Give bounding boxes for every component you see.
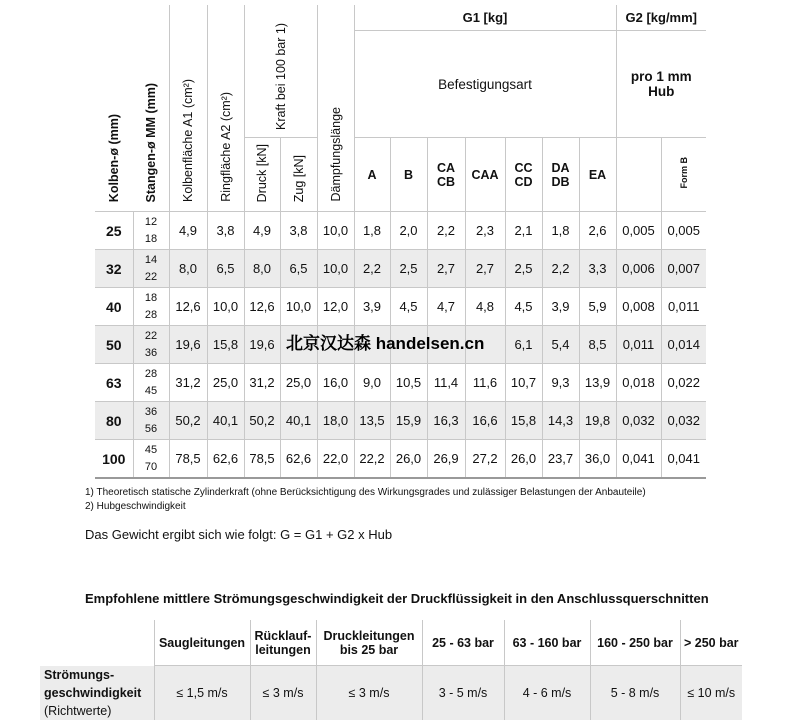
push-cell: 8,0 [244, 250, 280, 288]
col-ring-area-header: Ringfläche A2 (cm²) [207, 5, 244, 212]
cushion-cell: 18,0 [317, 402, 354, 440]
g2-col-standard [616, 138, 661, 212]
ring-area-cell: 25,0 [207, 364, 244, 402]
push-cell: 19,6 [244, 326, 280, 364]
force-group-header: Kraft bei 100 bar 1) [244, 5, 317, 138]
piston-area-cell: 19,6 [169, 326, 207, 364]
mount-col-a: A [354, 138, 390, 212]
mount-a-cell: 22,2 [354, 440, 390, 479]
bore-cell: 25 [95, 212, 133, 250]
col-pull-header: Zug [kN] [280, 138, 317, 212]
g2-form-b-cell: 0,041 [661, 440, 706, 479]
mount-cc-cell: 26,0 [505, 440, 542, 479]
g2-cell: 0,032 [616, 402, 661, 440]
mount-ca-cell: 26,9 [427, 440, 465, 479]
mount-b-cell: 2,0 [390, 212, 427, 250]
pull-cell: 40,1 [280, 402, 317, 440]
cushion-cell: 16,0 [317, 364, 354, 402]
g2-form-b-cell: 0,005 [661, 212, 706, 250]
rod-cell: 18 28 [133, 288, 169, 326]
rod-cell: 14 22 [133, 250, 169, 288]
g2-cell: 0,008 [616, 288, 661, 326]
piston-area-cell: 50,2 [169, 402, 207, 440]
mount-ea-cell: 13,9 [579, 364, 616, 402]
mount-caa-cell: 4,8 [465, 288, 505, 326]
mount-caa-cell: 2,7 [465, 250, 505, 288]
g2-form-b-cell: 0,011 [661, 288, 706, 326]
mount-b-cell: 15,9 [390, 402, 427, 440]
flow-value-cell: ≤ 3 m/s [250, 666, 316, 720]
flow-velocity-table [40, 620, 742, 720]
mount-ea-cell: 3,3 [579, 250, 616, 288]
footnote-1: 1) Theoretisch statische Zylinderkraft (ohne Berücksichtigung des Wirkungsgrades und zulässiger Belastungen der Anbauteile) [85, 487, 646, 498]
rod-cell: 12 18 [133, 212, 169, 250]
ring-area-cell: 15,8 [207, 326, 244, 364]
mount-da-cell: 3,9 [542, 288, 579, 326]
push-cell: 78,5 [244, 440, 280, 479]
g2-header: G2 [kg/mm] [616, 5, 706, 31]
rod-cell: 36 56 [133, 402, 169, 440]
flow-value-cell: 4 - 6 m/s [504, 666, 590, 720]
mount-ca-cell: 16,3 [427, 402, 465, 440]
mount-da-cell: 2,2 [542, 250, 579, 288]
table-row [95, 250, 706, 288]
table-row [95, 212, 706, 250]
col-rod-header: Stangen-ø MM (mm) [133, 5, 169, 212]
push-cell: 12,6 [244, 288, 280, 326]
mount-col-b: B [390, 138, 427, 212]
watermark: 北京汉达森 handelsen.cn [286, 334, 485, 353]
g2-form-b-cell: 0,022 [661, 364, 706, 402]
mount-col-ca-cb: CA CB [427, 138, 465, 212]
bore-cell: 80 [95, 402, 133, 440]
mount-a-cell: 2,2 [354, 250, 390, 288]
bore-cell: 50 [95, 326, 133, 364]
mount-caa-cell: 11,6 [465, 364, 505, 402]
piston-area-cell: 31,2 [169, 364, 207, 402]
cushion-cell: 10,0 [317, 212, 354, 250]
ring-area-cell: 3,8 [207, 212, 244, 250]
mount-col-da-db: DA DB [542, 138, 579, 212]
flow-value-cell: 3 - 5 m/s [422, 666, 504, 720]
mount-a-cell: 13,5 [354, 402, 390, 440]
col-bore-header: Kolben-ø (mm) [95, 5, 133, 212]
mount-cc-cell: 10,7 [505, 364, 542, 402]
g2-cell: 0,041 [616, 440, 661, 479]
table-row [95, 402, 706, 440]
mount-ca-cell: 2,7 [427, 250, 465, 288]
bore-cell: 40 [95, 288, 133, 326]
mount-col-caa: CAA [465, 138, 505, 212]
flow-header-over-250: > 250 bar [680, 620, 742, 666]
table-row [95, 288, 706, 326]
mount-da-cell: 9,3 [542, 364, 579, 402]
flow-value-cell: ≤ 3 m/s [316, 666, 422, 720]
mount-caa-cell: 16,6 [465, 402, 505, 440]
mount-cc-cell: 6,1 [505, 326, 542, 364]
flow-header-row [40, 620, 742, 666]
flow-table-title: Empfohlene mittlere Strömungsgeschwindigkeit der Druckflüssigkeit in den Anschlussquerschnitten [85, 591, 709, 606]
g2-form-b-cell: 0,032 [661, 402, 706, 440]
piston-area-cell: 78,5 [169, 440, 207, 479]
bore-cell: 32 [95, 250, 133, 288]
mount-ea-cell: 19,8 [579, 402, 616, 440]
mount-ca-cell: 4,7 [427, 288, 465, 326]
mount-b-cell: 4,5 [390, 288, 427, 326]
mount-ea-cell: 36,0 [579, 440, 616, 479]
push-cell: 4,9 [244, 212, 280, 250]
ring-area-cell: 40,1 [207, 402, 244, 440]
mount-cc-cell: 15,8 [505, 402, 542, 440]
mount-da-cell: 23,7 [542, 440, 579, 479]
g2-form-b-cell: 0,007 [661, 250, 706, 288]
mount-b-cell: 26,0 [390, 440, 427, 479]
mount-ca-cell: 11,4 [427, 364, 465, 402]
bore-cell: 100 [95, 440, 133, 479]
col-cushion-header: Dämpfungslänge [317, 5, 354, 212]
mount-a-cell: 1,8 [354, 212, 390, 250]
flow-header-return: Rücklauf- leitungen [250, 620, 316, 666]
flow-header-suction: Saugleitungen [154, 620, 250, 666]
flow-header-25-63: 25 - 63 bar [422, 620, 504, 666]
pull-cell: 10,0 [280, 288, 317, 326]
rod-cell: 28 45 [133, 364, 169, 402]
mount-cc-cell: 4,5 [505, 288, 542, 326]
mount-ea-cell: 8,5 [579, 326, 616, 364]
g2-cell: 0,018 [616, 364, 661, 402]
piston-area-cell: 8,0 [169, 250, 207, 288]
mount-ca-cell: 2,2 [427, 212, 465, 250]
mount-da-cell: 14,3 [542, 402, 579, 440]
mount-b-cell: 2,5 [390, 250, 427, 288]
mount-caa-cell: 27,2 [465, 440, 505, 479]
col-piston-area-header: Kolbenfläche A1 (cm²) [169, 5, 207, 212]
pull-cell: 6,5 [280, 250, 317, 288]
ring-area-cell: 6,5 [207, 250, 244, 288]
mount-da-cell: 1,8 [542, 212, 579, 250]
bore-cell: 63 [95, 364, 133, 402]
footnote-2: 2) Hubgeschwindigkeit [85, 501, 186, 512]
mount-col-cc-cd: CC CD [505, 138, 542, 212]
mount-da-cell: 5,4 [542, 326, 579, 364]
cushion-cell: 12,0 [317, 288, 354, 326]
flow-header-empty [40, 620, 154, 666]
ring-area-cell: 10,0 [207, 288, 244, 326]
cushion-cell: 10,0 [317, 250, 354, 288]
mount-b-cell: 10,5 [390, 364, 427, 402]
flow-header-160-250: 160 - 250 bar [590, 620, 680, 666]
mount-a-cell: 9,0 [354, 364, 390, 402]
table-row [95, 440, 706, 479]
mount-caa-cell: 2,3 [465, 212, 505, 250]
piston-area-cell: 4,9 [169, 212, 207, 250]
flow-row-label: Strömungs- geschwindigkeit (Richtwerte) [40, 666, 154, 720]
g2-cell: 0,011 [616, 326, 661, 364]
flow-value-cell: ≤ 1,5 m/s [154, 666, 250, 720]
col-push-header: Druck [kN] [244, 138, 280, 212]
flow-header-63-160: 63 - 160 bar [504, 620, 590, 666]
pull-cell: 25,0 [280, 364, 317, 402]
g2-form-b-cell: 0,014 [661, 326, 706, 364]
g2-cell: 0,006 [616, 250, 661, 288]
mount-ea-cell: 2,6 [579, 212, 616, 250]
g2-cell: 0,005 [616, 212, 661, 250]
g2-sub-header: pro 1 mm Hub [616, 31, 706, 138]
mount-col-ea: EA [579, 138, 616, 212]
mount-a-cell: 3,9 [354, 288, 390, 326]
push-cell: 50,2 [244, 402, 280, 440]
rod-cell: 45 70 [133, 440, 169, 479]
weight-formula: Das Gewicht ergibt sich wie folgt: G = G1 + G2 x Hub [85, 527, 393, 542]
mount-ea-cell: 5,9 [579, 288, 616, 326]
table-row [95, 364, 706, 402]
mount-cc-cell: 2,1 [505, 212, 542, 250]
ring-area-cell: 62,6 [207, 440, 244, 479]
cushion-cell: 22,0 [317, 440, 354, 479]
piston-area-cell: 12,6 [169, 288, 207, 326]
pull-cell: 62,6 [280, 440, 317, 479]
flow-value-cell: ≤ 10 m/s [680, 666, 742, 720]
g1-mounting-header: Befestigungsart [354, 31, 616, 138]
flow-header-pressure-25: Druckleitungen bis 25 bar [316, 620, 422, 666]
cylinder-spec-table [95, 5, 706, 479]
pull-cell: 3,8 [280, 212, 317, 250]
g2-col-form-b: Form B [661, 138, 706, 212]
flow-values-row [40, 666, 742, 720]
rod-cell: 22 36 [133, 326, 169, 364]
g1-header: G1 [kg] [354, 5, 616, 31]
flow-value-cell: 5 - 8 m/s [590, 666, 680, 720]
mount-cc-cell: 2,5 [505, 250, 542, 288]
push-cell: 31,2 [244, 364, 280, 402]
